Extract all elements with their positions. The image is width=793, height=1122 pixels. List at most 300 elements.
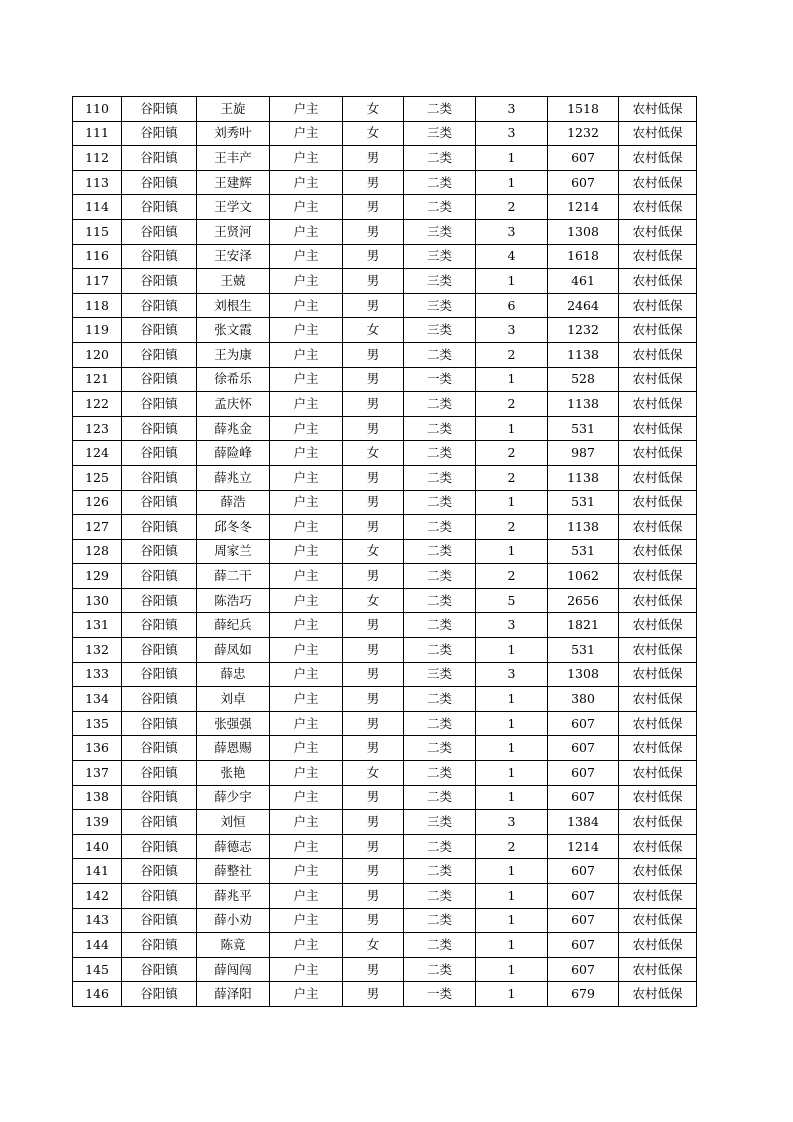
name-cell: 刘秀叶 [197,121,270,146]
gender-cell: 男 [343,859,404,884]
assistance-type-cell: 农村低保 [619,957,697,982]
category-cell: 二类 [404,465,476,490]
serial-number-cell: 142 [73,884,122,909]
table-row [73,564,697,589]
amount-cell: 380 [548,687,619,712]
relation-cell: 户主 [270,441,343,466]
gender-cell: 男 [343,195,404,220]
gender-cell: 男 [343,662,404,687]
category-cell: 二类 [404,957,476,982]
gender-cell: 男 [343,392,404,417]
name-cell: 薛泽阳 [197,982,270,1007]
serial-number-cell: 118 [73,293,122,318]
household-size-cell: 1 [476,638,548,663]
gender-cell: 女 [343,121,404,146]
assistance-type-cell: 农村低保 [619,146,697,171]
table-row [73,933,697,958]
assistance-type-cell: 农村低保 [619,97,697,122]
category-cell: 二类 [404,539,476,564]
assistance-type-cell: 农村低保 [619,195,697,220]
name-cell: 张文霞 [197,318,270,343]
category-cell: 三类 [404,244,476,269]
name-cell: 孟庆怀 [197,392,270,417]
category-cell: 二类 [404,933,476,958]
town-cell: 谷阳镇 [122,834,197,859]
serial-number-cell: 125 [73,465,122,490]
name-cell: 张强强 [197,711,270,736]
table-row [73,441,697,466]
household-size-cell: 3 [476,662,548,687]
name-cell: 张艳 [197,761,270,786]
assistance-type-cell: 农村低保 [619,416,697,441]
gender-cell: 男 [343,293,404,318]
town-cell: 谷阳镇 [122,613,197,638]
category-cell: 二类 [404,97,476,122]
household-size-cell: 1 [476,269,548,294]
gender-cell: 男 [343,367,404,392]
household-size-cell: 1 [476,957,548,982]
assistance-type-cell: 农村低保 [619,884,697,909]
gender-cell: 女 [343,97,404,122]
assistance-type-cell: 农村低保 [619,465,697,490]
household-size-cell: 1 [476,687,548,712]
amount-cell: 607 [548,957,619,982]
category-cell: 二类 [404,711,476,736]
amount-cell: 607 [548,170,619,195]
town-cell: 谷阳镇 [122,859,197,884]
amount-cell: 1138 [548,392,619,417]
amount-cell: 607 [548,908,619,933]
household-size-cell: 2 [476,515,548,540]
serial-number-cell: 129 [73,564,122,589]
name-cell: 王学文 [197,195,270,220]
household-size-cell: 2 [476,564,548,589]
amount-cell: 461 [548,269,619,294]
table-row [73,588,697,613]
name-cell: 薛险峰 [197,441,270,466]
gender-cell: 男 [343,736,404,761]
category-cell: 二类 [404,884,476,909]
assistance-type-cell: 农村低保 [619,342,697,367]
assistance-type-cell: 农村低保 [619,490,697,515]
amount-cell: 1232 [548,121,619,146]
amount-cell: 607 [548,711,619,736]
table-row [73,810,697,835]
household-size-cell: 1 [476,884,548,909]
serial-number-cell: 145 [73,957,122,982]
table-row [73,490,697,515]
relation-cell: 户主 [270,97,343,122]
household-size-cell: 2 [476,195,548,220]
town-cell: 谷阳镇 [122,293,197,318]
serial-number-cell: 112 [73,146,122,171]
table-row [73,515,697,540]
household-size-cell: 1 [476,736,548,761]
household-size-cell: 4 [476,244,548,269]
table-body [73,97,697,1007]
gender-cell: 男 [343,146,404,171]
table-row [73,318,697,343]
category-cell: 二类 [404,195,476,220]
name-cell: 薛小劝 [197,908,270,933]
category-cell: 二类 [404,441,476,466]
table-row [73,539,697,564]
category-cell: 二类 [404,736,476,761]
assistance-type-cell: 农村低保 [619,564,697,589]
relation-cell: 户主 [270,465,343,490]
town-cell: 谷阳镇 [122,711,197,736]
town-cell: 谷阳镇 [122,662,197,687]
table-row [73,97,697,122]
serial-number-cell: 139 [73,810,122,835]
town-cell: 谷阳镇 [122,269,197,294]
assistance-type-cell: 农村低保 [619,367,697,392]
table-row [73,613,697,638]
category-cell: 二类 [404,170,476,195]
category-cell: 二类 [404,392,476,417]
gender-cell: 男 [343,711,404,736]
category-cell: 二类 [404,416,476,441]
gender-cell: 男 [343,834,404,859]
town-cell: 谷阳镇 [122,219,197,244]
amount-cell: 1384 [548,810,619,835]
amount-cell: 607 [548,933,619,958]
gender-cell: 女 [343,318,404,343]
town-cell: 谷阳镇 [122,957,197,982]
relation-cell: 户主 [270,342,343,367]
assistance-type-cell: 农村低保 [619,392,697,417]
relation-cell: 户主 [270,834,343,859]
relation-cell: 户主 [270,269,343,294]
household-size-cell: 2 [476,834,548,859]
serial-number-cell: 130 [73,588,122,613]
gender-cell: 男 [343,170,404,195]
household-size-cell: 1 [476,711,548,736]
serial-number-cell: 132 [73,638,122,663]
household-size-cell: 2 [476,465,548,490]
town-cell: 谷阳镇 [122,736,197,761]
serial-number-cell: 146 [73,982,122,1007]
town-cell: 谷阳镇 [122,318,197,343]
town-cell: 谷阳镇 [122,170,197,195]
town-cell: 谷阳镇 [122,785,197,810]
gender-cell: 女 [343,761,404,786]
category-cell: 二类 [404,490,476,515]
serial-number-cell: 116 [73,244,122,269]
serial-number-cell: 133 [73,662,122,687]
table-row [73,269,697,294]
name-cell: 王建辉 [197,170,270,195]
household-size-cell: 3 [476,219,548,244]
relation-cell: 户主 [270,515,343,540]
household-size-cell: 2 [476,342,548,367]
category-cell: 二类 [404,761,476,786]
amount-cell: 987 [548,441,619,466]
amount-cell: 1821 [548,613,619,638]
assistance-type-cell: 农村低保 [619,539,697,564]
town-cell: 谷阳镇 [122,810,197,835]
amount-cell: 607 [548,785,619,810]
amount-cell: 1138 [548,465,619,490]
category-cell: 三类 [404,269,476,294]
name-cell: 陈浩巧 [197,588,270,613]
category-cell: 二类 [404,638,476,663]
serial-number-cell: 128 [73,539,122,564]
serial-number-cell: 138 [73,785,122,810]
category-cell: 二类 [404,342,476,367]
relief-recipients-table [72,96,697,1007]
serial-number-cell: 143 [73,908,122,933]
table-row [73,785,697,810]
table-row [73,342,697,367]
name-cell: 薛少宇 [197,785,270,810]
assistance-type-cell: 农村低保 [619,859,697,884]
serial-number-cell: 135 [73,711,122,736]
name-cell: 刘卓 [197,687,270,712]
serial-number-cell: 136 [73,736,122,761]
gender-cell: 男 [343,564,404,589]
serial-number-cell: 113 [73,170,122,195]
relation-cell: 户主 [270,293,343,318]
household-size-cell: 1 [476,982,548,1007]
name-cell: 薛整社 [197,859,270,884]
name-cell: 薛兆立 [197,465,270,490]
name-cell: 王丰产 [197,146,270,171]
serial-number-cell: 117 [73,269,122,294]
name-cell: 王旋 [197,97,270,122]
household-size-cell: 2 [476,441,548,466]
town-cell: 谷阳镇 [122,146,197,171]
table-row [73,416,697,441]
category-cell: 三类 [404,318,476,343]
town-cell: 谷阳镇 [122,367,197,392]
relation-cell: 户主 [270,687,343,712]
assistance-type-cell: 农村低保 [619,785,697,810]
relation-cell: 户主 [270,884,343,909]
table-row [73,662,697,687]
town-cell: 谷阳镇 [122,121,197,146]
table-row [73,834,697,859]
name-cell: 王安泽 [197,244,270,269]
gender-cell: 女 [343,933,404,958]
gender-cell: 男 [343,269,404,294]
assistance-type-cell: 农村低保 [619,588,697,613]
name-cell: 刘恒 [197,810,270,835]
assistance-type-cell: 农村低保 [619,269,697,294]
amount-cell: 2464 [548,293,619,318]
table-row [73,465,697,490]
household-size-cell: 3 [476,318,548,343]
town-cell: 谷阳镇 [122,982,197,1007]
name-cell: 刘根生 [197,293,270,318]
assistance-type-cell: 农村低保 [619,441,697,466]
name-cell: 王贤河 [197,219,270,244]
serial-number-cell: 126 [73,490,122,515]
assistance-type-cell: 农村低保 [619,515,697,540]
name-cell: 王为康 [197,342,270,367]
town-cell: 谷阳镇 [122,539,197,564]
amount-cell: 531 [548,416,619,441]
category-cell: 一类 [404,982,476,1007]
amount-cell: 1308 [548,662,619,687]
table-row [73,957,697,982]
name-cell: 薛兆金 [197,416,270,441]
town-cell: 谷阳镇 [122,564,197,589]
gender-cell: 男 [343,810,404,835]
name-cell: 薛二干 [197,564,270,589]
amount-cell: 1214 [548,834,619,859]
relation-cell: 户主 [270,736,343,761]
name-cell: 薛恩赐 [197,736,270,761]
amount-cell: 1518 [548,97,619,122]
town-cell: 谷阳镇 [122,490,197,515]
relation-cell: 户主 [270,318,343,343]
gender-cell: 男 [343,244,404,269]
serial-number-cell: 119 [73,318,122,343]
assistance-type-cell: 农村低保 [619,662,697,687]
name-cell: 薛浩 [197,490,270,515]
table-row [73,711,697,736]
table-row [73,170,697,195]
serial-number-cell: 144 [73,933,122,958]
household-size-cell: 3 [476,97,548,122]
table-row [73,244,697,269]
name-cell: 薛兆平 [197,884,270,909]
name-cell: 陈竟 [197,933,270,958]
amount-cell: 1138 [548,342,619,367]
amount-cell: 531 [548,638,619,663]
table-row [73,859,697,884]
table-row [73,195,697,220]
amount-cell: 1618 [548,244,619,269]
table-row [73,761,697,786]
town-cell: 谷阳镇 [122,638,197,663]
household-size-cell: 1 [476,490,548,515]
town-cell: 谷阳镇 [122,687,197,712]
relation-cell: 户主 [270,761,343,786]
relation-cell: 户主 [270,982,343,1007]
category-cell: 二类 [404,908,476,933]
gender-cell: 男 [343,342,404,367]
relation-cell: 户主 [270,170,343,195]
assistance-type-cell: 农村低保 [619,170,697,195]
serial-number-cell: 137 [73,761,122,786]
name-cell: 薛凤如 [197,638,270,663]
relation-cell: 户主 [270,219,343,244]
gender-cell: 男 [343,884,404,909]
household-size-cell: 5 [476,588,548,613]
household-size-cell: 1 [476,416,548,441]
amount-cell: 2656 [548,588,619,613]
town-cell: 谷阳镇 [122,761,197,786]
category-cell: 二类 [404,515,476,540]
town-cell: 谷阳镇 [122,392,197,417]
town-cell: 谷阳镇 [122,884,197,909]
assistance-type-cell: 农村低保 [619,219,697,244]
relation-cell: 户主 [270,785,343,810]
amount-cell: 1308 [548,219,619,244]
category-cell: 三类 [404,121,476,146]
gender-cell: 男 [343,416,404,441]
town-cell: 谷阳镇 [122,441,197,466]
amount-cell: 1214 [548,195,619,220]
town-cell: 谷阳镇 [122,933,197,958]
gender-cell: 女 [343,441,404,466]
town-cell: 谷阳镇 [122,908,197,933]
serial-number-cell: 115 [73,219,122,244]
assistance-type-cell: 农村低保 [619,638,697,663]
household-size-cell: 1 [476,859,548,884]
relation-cell: 户主 [270,539,343,564]
relation-cell: 户主 [270,662,343,687]
household-size-cell: 1 [476,908,548,933]
amount-cell: 607 [548,884,619,909]
name-cell: 薛忠 [197,662,270,687]
relation-cell: 户主 [270,810,343,835]
relation-cell: 户主 [270,367,343,392]
amount-cell: 1138 [548,515,619,540]
assistance-type-cell: 农村低保 [619,810,697,835]
gender-cell: 男 [343,908,404,933]
gender-cell: 男 [343,638,404,663]
table-row [73,293,697,318]
table-row [73,736,697,761]
category-cell: 三类 [404,293,476,318]
gender-cell: 男 [343,465,404,490]
category-cell: 二类 [404,588,476,613]
household-size-cell: 1 [476,146,548,171]
assistance-type-cell: 农村低保 [619,933,697,958]
assistance-type-cell: 农村低保 [619,121,697,146]
serial-number-cell: 123 [73,416,122,441]
town-cell: 谷阳镇 [122,588,197,613]
table-row [73,982,697,1007]
amount-cell: 1232 [548,318,619,343]
serial-number-cell: 131 [73,613,122,638]
household-size-cell: 3 [476,613,548,638]
table-row [73,638,697,663]
amount-cell: 1062 [548,564,619,589]
town-cell: 谷阳镇 [122,515,197,540]
serial-number-cell: 122 [73,392,122,417]
name-cell: 薛纪兵 [197,613,270,638]
assistance-type-cell: 农村低保 [619,761,697,786]
gender-cell: 男 [343,957,404,982]
gender-cell: 男 [343,785,404,810]
serial-number-cell: 127 [73,515,122,540]
category-cell: 二类 [404,785,476,810]
relation-cell: 户主 [270,564,343,589]
relation-cell: 户主 [270,957,343,982]
town-cell: 谷阳镇 [122,465,197,490]
relation-cell: 户主 [270,416,343,441]
serial-number-cell: 140 [73,834,122,859]
category-cell: 二类 [404,613,476,638]
category-cell: 二类 [404,859,476,884]
household-size-cell: 6 [476,293,548,318]
gender-cell: 男 [343,687,404,712]
assistance-type-cell: 农村低保 [619,736,697,761]
town-cell: 谷阳镇 [122,195,197,220]
serial-number-cell: 111 [73,121,122,146]
amount-cell: 607 [548,736,619,761]
household-size-cell: 1 [476,367,548,392]
relation-cell: 户主 [270,392,343,417]
amount-cell: 528 [548,367,619,392]
name-cell: 薛闯闯 [197,957,270,982]
relation-cell: 户主 [270,244,343,269]
amount-cell: 679 [548,982,619,1007]
